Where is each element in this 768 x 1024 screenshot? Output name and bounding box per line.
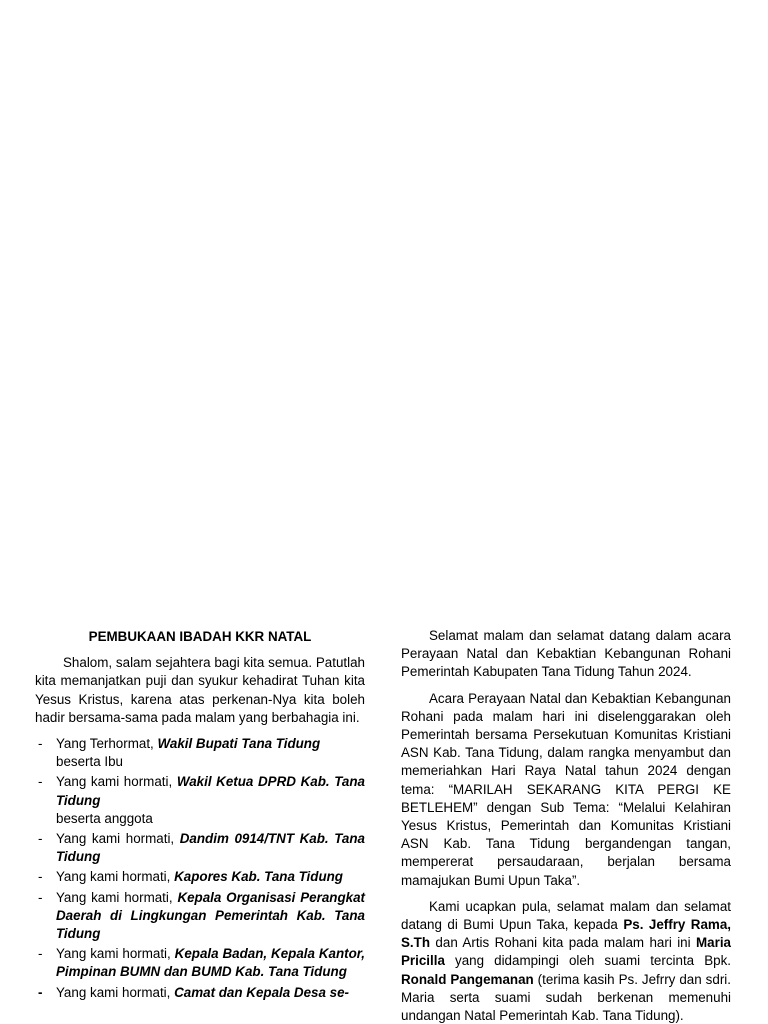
greeting-prefix: Yang kami hormati, xyxy=(56,869,175,885)
greeting-honoree: Dandim 0914/TNT Kab. Tana Tidung xyxy=(56,831,365,865)
list-dash: - xyxy=(38,831,43,847)
greeting-prefix: Yang kami hormati, xyxy=(56,984,175,1000)
list-dash: - xyxy=(38,869,43,885)
greeting-honoree: Camat dan Kepala Desa se- xyxy=(174,984,349,1000)
greeting-honoree: Wakil Ketua DPRD Kab. Tana Tidung xyxy=(56,774,365,808)
guest-name-pastor: Ps. Jeffry Rama, S.Th xyxy=(401,917,731,951)
guest-text: Kami ucapkan pula, selamat malam dan selamat datang di Bumi Upun Taka, kepada xyxy=(401,898,731,933)
greeting-honoree: Kepala Organisasi Perangkat Daerah di Lingkungan Pemerintah Kab. Tana Tidung xyxy=(56,889,365,942)
greeting-prefix: Yang Terhormat, xyxy=(56,736,158,752)
list-dash: - xyxy=(38,889,43,905)
guest-name-husband: Ronald Pangemanan xyxy=(401,971,534,987)
right-column xyxy=(401,627,731,1024)
guest-paragraph xyxy=(401,898,731,1024)
greeting-prefix: Yang kami hormati, xyxy=(56,946,175,962)
greeting-prefix: Yang kami hormati, xyxy=(56,831,180,847)
guest-text: (terima kasih Ps. Jefrry dan sdri. Maria serta suami sudah berkenan memenuhi undangan Natal Pemerintah Kab. Tana Tidung). xyxy=(401,971,731,1024)
greeting-honoree: Wakil Bupati Tana Tidung xyxy=(157,736,321,752)
list-dash: - xyxy=(38,946,43,962)
greeting-item xyxy=(35,945,365,981)
greeting-honoree: Kapores Kab. Tana Tidung xyxy=(174,869,343,885)
welcome-paragraph: Selamat malam dan selamat datang dalam acara Perayaan Natal dan Kebaktian Kebangunan Rohani Pemerintah Kabupaten Tana Tidung Tahun 2024. xyxy=(401,628,731,680)
list-dash: - xyxy=(38,736,43,752)
event-paragraph: Acara Perayaan Natal dan Kebaktian Kebangunan Rohani pada malam hari ini diselenggarakan oleh Pemerintah bersama Persekutuan Komunitas Kristiani ASN Kab. Tana Tidung, dalam rangka menyambut dan memeriahkan Hari Raya Natal tahun 2024 dengan tema: “MARILAH SEKARANG KITA PERGI KE BETLEHEM” dengan Sub Tema: “Melalui Kelahiran Yesus Kristus, Pemerintah dan Komunitas Kristiani ASN Kab. Tana Tidung bergandengan tangan, mempererat persaudaraan, berjalan bersama mamajukan Bumi Upun Taka”. xyxy=(401,690,731,888)
left-column xyxy=(35,627,365,1004)
greeting-prefix: Yang kami hormati, xyxy=(56,774,177,790)
greeting-suffix: beserta anggota xyxy=(56,810,153,826)
intro-paragraph: Shalom, salam sejahtera bagi kita semua. Patutlah kita memanjatkan puji dan syukur kehadirat Tuhan kita Yesus Kristus, karena atas perkenan-Nya kita boleh hadir bersama-sama pada malam yang berbahagia ini. xyxy=(35,655,365,725)
section-title: PEMBUKAAN IBADAH KKR NATAL xyxy=(88,629,312,644)
greeting-prefix: Yang kami hormati, xyxy=(56,889,178,905)
guest-name-artist: Maria Pricilla xyxy=(401,935,731,969)
greeting-item xyxy=(35,889,365,944)
guest-text: dan Artis Rohani kita pada malam hari ini xyxy=(430,935,697,951)
greeting-item xyxy=(35,830,365,866)
list-dash: - xyxy=(38,774,43,790)
greeting-list xyxy=(35,735,365,1002)
guest-text: yang didampingi oleh suami tercinta Bpk. xyxy=(444,953,731,969)
greeting-suffix: beserta Ibu xyxy=(56,754,123,770)
greeting-item xyxy=(35,868,365,886)
list-dash: - xyxy=(38,984,43,1000)
greeting-item xyxy=(35,984,365,1002)
greeting-honoree: Kepala Badan, Kepala Kantor, Pimpinan BUMN dan BUMD Kab. Tana Tidung xyxy=(56,946,365,980)
greeting-item xyxy=(35,773,365,828)
greeting-item xyxy=(35,735,365,771)
